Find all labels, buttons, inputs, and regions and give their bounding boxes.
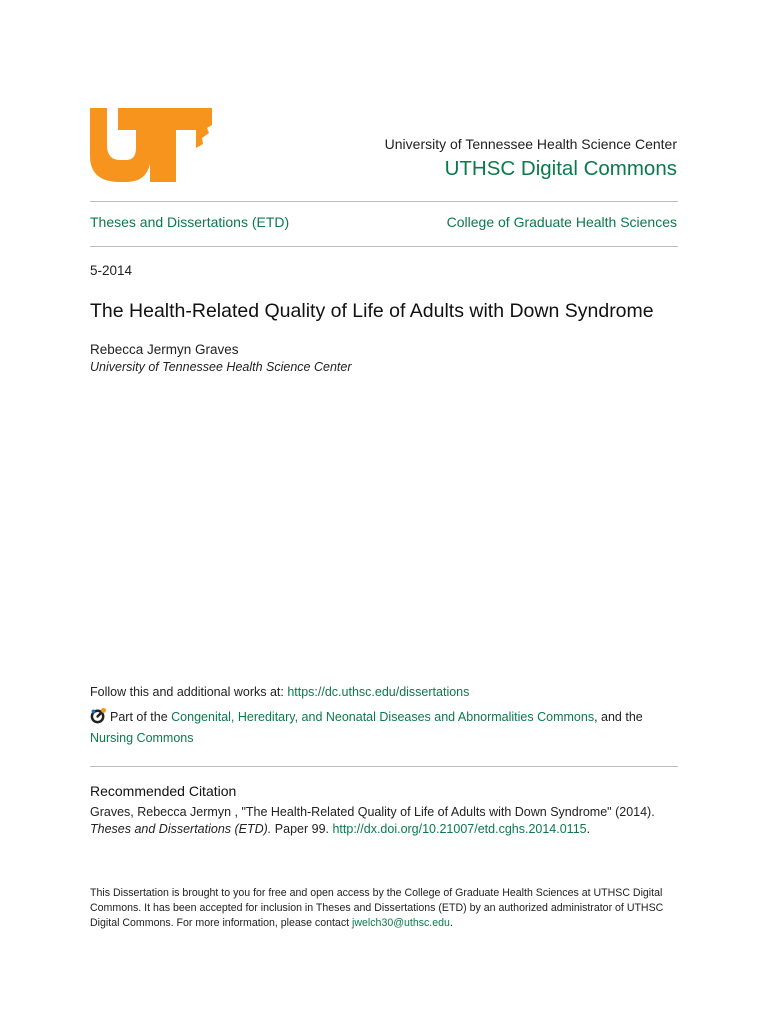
college-link[interactable]: College of Graduate Health Sciences	[446, 214, 677, 230]
nursing-commons-link[interactable]: Nursing Commons	[90, 731, 194, 745]
citation-text	[90, 804, 690, 837]
network-logo-icon	[90, 707, 107, 724]
part-of-line	[90, 707, 680, 749]
part-of-connector: , and the	[594, 710, 643, 724]
follow-prefix: Follow this and additional works at:	[90, 685, 288, 699]
publication-date: 5-2014	[90, 263, 133, 278]
follow-line	[90, 685, 469, 699]
part-of-prefix: Part of the	[110, 710, 172, 724]
institution-name: University of Tennessee Health Science Center	[384, 136, 677, 152]
repository-link[interactable]: UTHSC Digital Commons	[444, 157, 677, 180]
congenital-commons-link[interactable]: Congenital, Hereditary, and Neonatal Diseases and Abnormalities Commons	[171, 710, 595, 724]
divider	[90, 246, 678, 247]
divider	[90, 201, 678, 202]
doi-link[interactable]: http://dx.doi.org/10.21007/etd.cghs.2014.0115	[332, 821, 587, 836]
author-affiliation: University of Tennessee Health Science Center	[90, 360, 352, 374]
contact-email-link[interactable]: jwelch30@uthsc.edu	[352, 917, 450, 929]
access-notice-text: This Dissertation is brought to you for free and open access by the College of Graduate Health Sciences at UTHSC Digital Commons. It has been accepted for inclusion in Theses and Dissertations (ETD) by an authorized administrator of UTHSC Digital Commons. For more information, please contact	[90, 887, 664, 929]
citation-series: Theses and Dissertations (ETD).	[90, 821, 272, 836]
divider	[90, 766, 678, 767]
recommended-citation-heading: Recommended Citation	[90, 783, 237, 799]
access-notice	[90, 886, 670, 931]
ut-logo	[90, 108, 212, 182]
citation-end: .	[586, 821, 591, 836]
dissertations-url-link[interactable]: https://dc.uthsc.edu/dissertations	[287, 685, 470, 699]
series-link[interactable]: Theses and Dissertations (ETD)	[90, 214, 290, 230]
author-name: Rebecca Jermyn Graves	[90, 342, 239, 357]
access-notice-end: .	[449, 917, 453, 929]
document-title: The Health-Related Quality of Life of Adults with Down Syndrome	[90, 300, 654, 322]
citation-body: Graves, Rebecca Jermyn , "The Health-Related Quality of Life of Adults with Down Syndrome" (2014).	[90, 805, 655, 819]
citation-paper: Paper 99.	[271, 821, 333, 836]
